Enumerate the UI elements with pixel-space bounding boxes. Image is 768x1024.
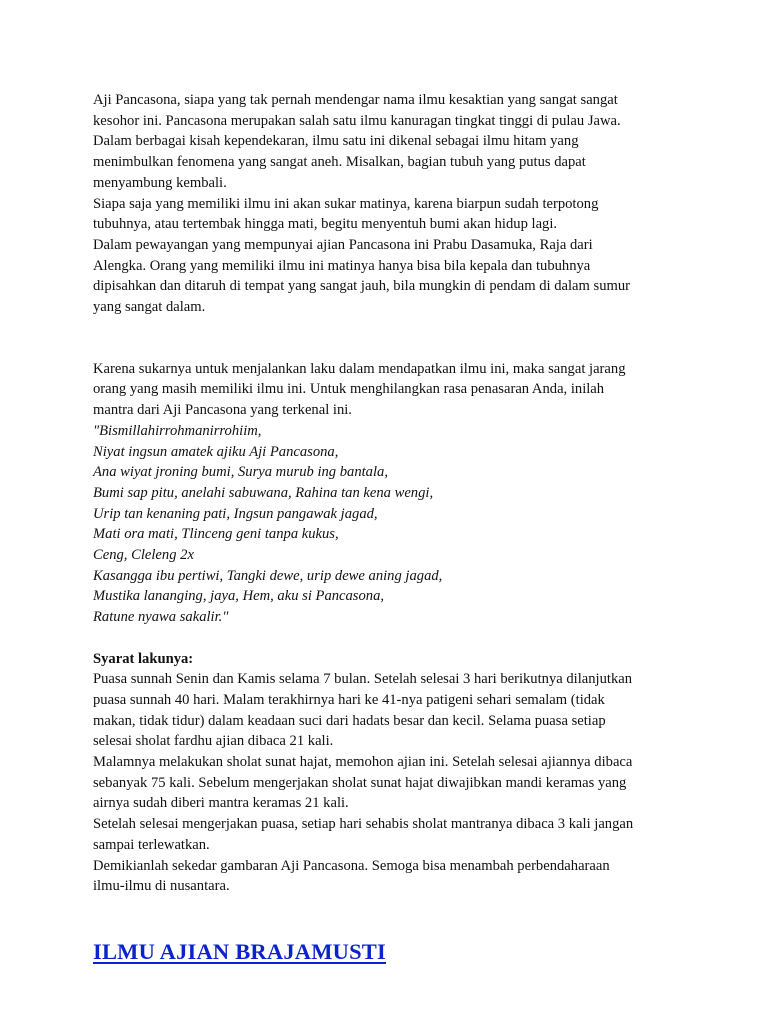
mantra-verse	[93, 421, 683, 628]
text-line: Setelah selesai mengerjakan puasa, setiap hari sehabis sholat mantranya dibaca 3 kali jangan	[93, 816, 634, 833]
text-line: sebanyak 75 kali. Sebelum mengerjakan sholat sunat hajat diwajibkan mandi keramas yang	[93, 774, 627, 791]
document-page	[93, 90, 683, 963]
mantra-line: Urip tan kenaning pati, Ingsun pangawak jagad,	[93, 505, 378, 522]
mantra-line: Ana wiyat jroning bumi, Surya murub ing bantala,	[93, 464, 388, 481]
text-line: Dalam pewayangan yang mempunyai ajian Pancasona ini Prabu Dasamuka, Raja dari	[93, 236, 593, 253]
text-line: orang yang masih memiliki ilmu ini. Untuk menghilangkan rasa penasaran Anda, inilah	[93, 381, 605, 398]
text-line: kesohor ini. Pancasona merupakan salah satu ilmu kanuragan tingkat tinggi di pulau Jawa.	[93, 112, 621, 129]
text-line: tubuhnya, atau tertembak hingga mati, begitu menyentuh bumi akan hidup lagi.	[93, 216, 558, 233]
syarat-heading: Syarat lakunya:	[93, 650, 194, 667]
mantra-intro-paragraph	[93, 359, 683, 421]
mantra-line: Mati ora mati, Tlinceng geni tanpa kukus,	[93, 526, 339, 543]
text-line: Aji Pancasona, siapa yang tak pernah mendengar nama ilmu kesaktian yang sangat sangat	[93, 92, 618, 108]
text-line: menimbulkan fenomena yang sangat aneh. Misalkan, bagian tubuh yang putus dapat	[93, 154, 586, 171]
section-title-link[interactable]: ILMU AJIAN BRAJAMUSTI	[93, 939, 386, 964]
mantra-line: Ceng, Cleleng 2x	[93, 547, 194, 564]
text-line: makan, tidak tidur) dalam keadaan suci dari hadats besar dan kecil. Selama puasa setiap	[93, 712, 606, 729]
mantra-line: Mustika lananging, jaya, Hem, aku si Pancasona,	[93, 588, 385, 605]
text-line: airnya sudah diberi mantra keramas 21 kali.	[93, 795, 349, 812]
text-line: Alengka. Orang yang memiliki ilmu ini matinya hanya bisa bila kepala dan tubuhnya	[93, 257, 591, 274]
text-line: sampai terlewatkan.	[93, 836, 210, 853]
mantra-line: "Bismillahirrohmanirrohiim,	[93, 422, 262, 439]
text-line: mantra dari Aji Pancasona yang terkenal ini.	[93, 402, 352, 419]
mantra-line: Ratune nyawa sakalir."	[93, 609, 229, 626]
text-line: menyambung kembali.	[93, 174, 227, 191]
spacer	[93, 318, 683, 359]
text-line: selesai sholat fardhu ajian dibaca 21 kali.	[93, 733, 334, 750]
text-line: Dalam berbagai kisah kependekaran, ilmu satu ini dikenal sebagai ilmu hitam yang	[93, 133, 579, 150]
mantra-line: Kasangga ibu pertiwi, Tangki dewe, urip dewe aning jagad,	[93, 567, 443, 584]
text-line: puasa sunnah 40 hari. Malam terakhirnya hari ke 41-nya patigeni sehari semalam (tidak	[93, 691, 605, 708]
text-line: Karena sukarnya untuk menjalankan laku dalam mendapatkan ilmu ini, maka sangat jarang	[93, 360, 626, 377]
text-line: Siapa saja yang memiliki ilmu ini akan sukar matinya, karena biarpun sudah terpotong	[93, 195, 599, 212]
syarat-section	[93, 649, 683, 897]
spacer	[93, 628, 683, 649]
text-line: Demikianlah sekedar gambaran Aji Pancasona. Semoga bisa menambah perbendaharaan	[93, 857, 610, 874]
text-line: Puasa sunnah Senin dan Kamis selama 7 bulan. Setelah selesai 3 hari berikutnya dilanjutkan	[93, 671, 633, 688]
text-line: ilmu-ilmu di nusantara.	[93, 878, 230, 895]
mantra-line: Bumi sap pitu, anelahi sabuwana, Rahina tan kena wengi,	[93, 484, 434, 501]
text-line: Malamnya melakukan sholat sunat hajat, memohon ajian ini. Setelah selesai ajiannya dibaca	[93, 754, 633, 771]
mantra-line: Niyat ingsun amatek ajiku Aji Pancasona,	[93, 443, 339, 460]
text-line: dipisahkan dan ditaruh di tempat yang sangat jauh, bila mungkin di pendam di dalam sumur	[93, 278, 631, 295]
text-line: yang sangat dalam.	[93, 299, 206, 316]
intro-paragraph	[93, 90, 683, 318]
